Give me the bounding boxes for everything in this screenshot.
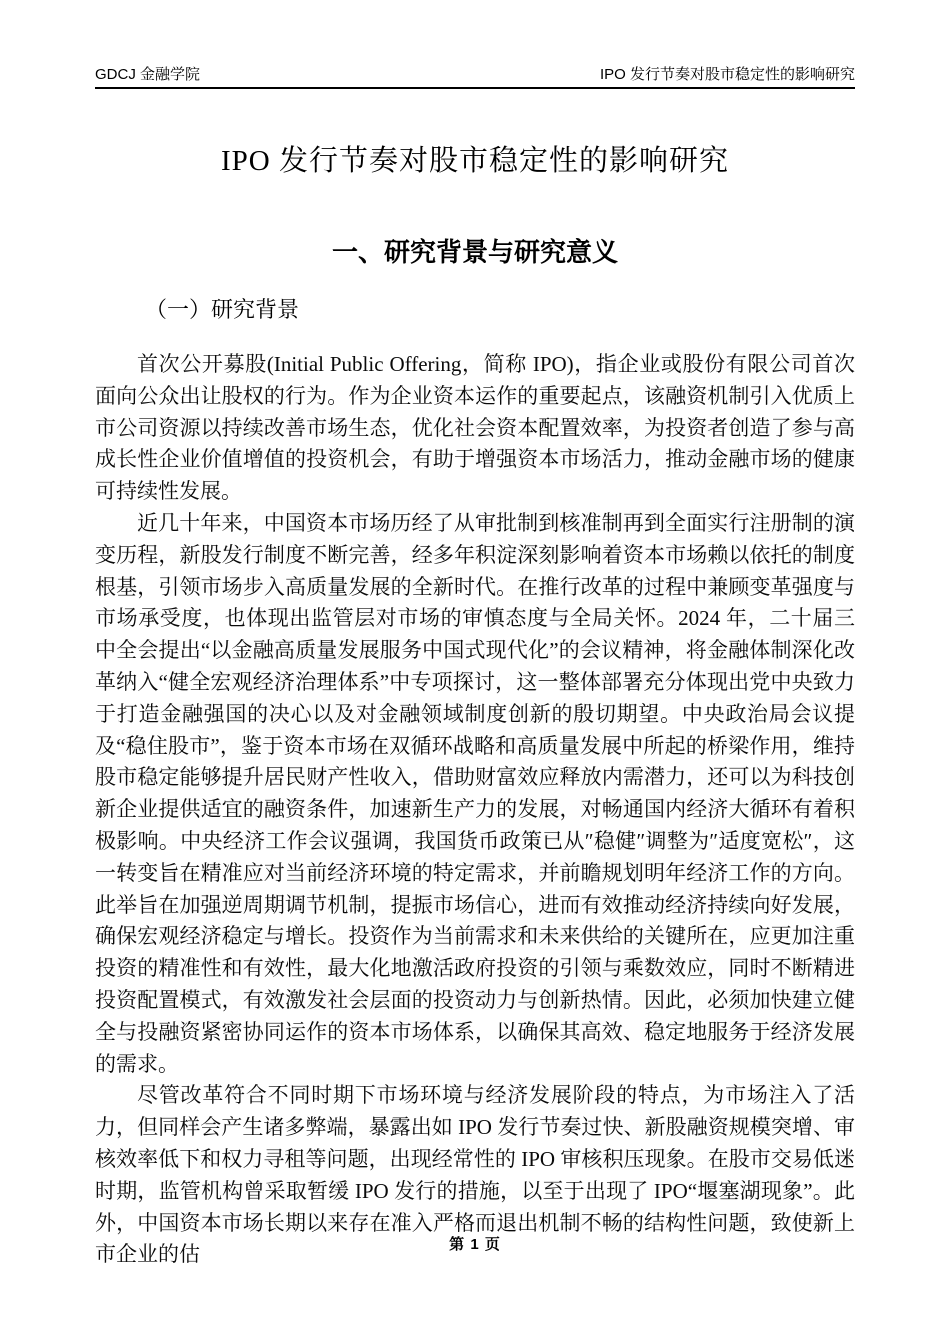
document-title: IPO 发行节奏对股市稳定性的影响研究 [221,145,729,177]
header-divider [95,87,855,89]
paragraph-1: 首次公开募股(Initial Public Offering，简称 IPO)，指企业或股份有限公司首次面向公众出让股权的行为。作为企业资本运作的重要起点，该融资机制引入优质上市公司资源以持续改善市场生态，优化社会资本配置效率，为投资者创造了参与高成长性企业价值增值的投资机会，有助于增强资本市场活力，推动金融市场的健康可持续性发展。 [95,352,855,504]
page-footer [0,1233,950,1254]
document-body [95,349,855,1271]
section-heading: 一、研究背景与研究意义 [331,237,618,267]
header-school-name: GDCJ 金融学院 [95,66,201,83]
page-number: 第 1 页 [449,1236,501,1253]
page-header [95,60,855,84]
subsection-heading: （一）研究背景 [145,297,300,322]
header-running-title: IPO 发行节奏对股市稳定性的影响研究 [599,66,855,83]
paragraph-2: 近几十年来，中国资本市场历经了从审批制到核准制再到全面实行注册制的演变历程，新股发行制度不断完善，经多年积淀深刻影响着资本市场赖以依托的制度根基，引领市场步入高质量发展的全新时代。在推行改革的过程中兼顾变革强度与市场承受度，也体现出监管层对市场的审慎态度与全局关怀。2024 年，二十届三中全会提出“以金融高质量发展服务中国式现代化”的会议精神，将金融体制深化改革纳入“健全宏观经济治理体系”中专项探讨，这一整体部署充分体现出党中央致力于打造金融强国的决心以及对金融领域制度创新的殷切期望。中央政治局会议提及“稳住股市”，鉴于资本市场在双循环战略和高质量发展中所起的桥梁作用，维持股市稳定能够提升居民财产性收入，借助财富效应释放内需潜力，还可以为科技创新企业提供适宜的融资条件，加速新生产力的发展，对畅通国内经济大循环有着积极影响。中央经济工作会议强调，我国货币政策已从″稳健″调整为″适度宽松″，这一转变旨在精准应对当前经济环境的特定需求，并前瞻规划明年经济工作的方向。此举旨在加强逆周期调节机制，提振市场信心，进而有效推动经济持续向好发展，确保宏观经济稳定与增长。投资作为当前需求和未来供给的关键所在，应更加注重投资的精准性和有效性，最大化地激活政府投资的引领与乘数效应，同时不断精进投资配置模式，有效激发社会层面的投资动力与创新热情。因此，必须加快建立健全与投融资紧密协同运作的资本市场体系，以确保其高效、稳定地服务于经济发展的需求。 [95,510,855,1076]
paragraph-3: 尽管改革符合不同时期下市场环境与经济发展阶段的特点，为市场注入了活力，但同样会产生诸多弊端，暴露出如 IPO 发行节奏过快、新股融资规模突增、审核效率低下和权力寻租等问题，出现经常性的 IPO 审核积压现象。在股市交易低迷时期，监管机构曾采取暂缓 IPO 发行的措施，以至于出现了 IPO“堰塞湖现象”。此外，中国资本市场长期以来存在准入严格而退出机制不畅的结构性问题，致使新上市企业的估 [95,1083,855,1267]
